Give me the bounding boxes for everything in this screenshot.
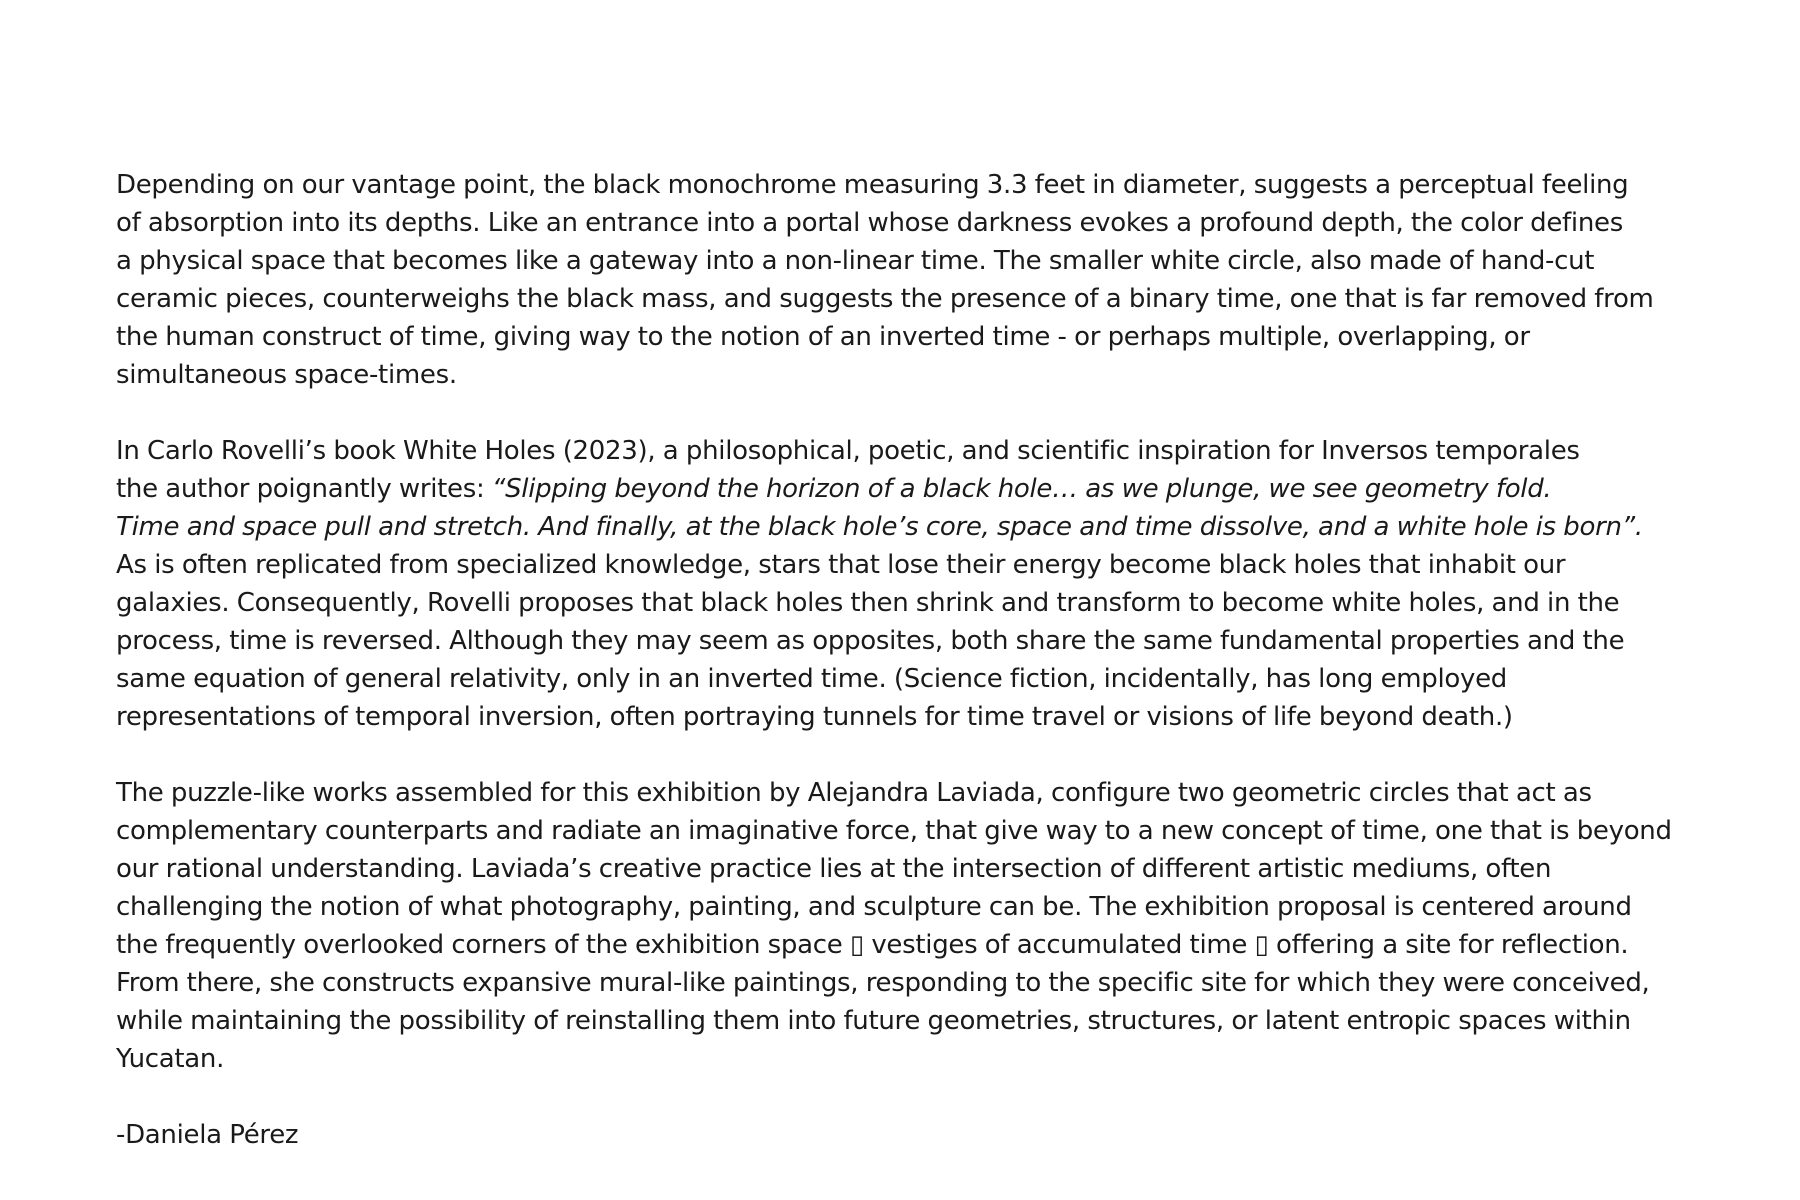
text-line: process, time is reversed. Although they may seem as opposites, both share the same fundamental properties and the xyxy=(116,626,1625,656)
text-line-with-quote xyxy=(116,470,1716,508)
paragraph-1 xyxy=(116,166,1716,394)
rovelli-quote-start: “Slipping beyond the horizon of a black hole… as we plunge, we see geometry fold. xyxy=(491,474,1552,504)
text-line: Depending on our vantage point, the black monochrome measuring 3.3 feet in diameter, suggests a perceptual feeling xyxy=(116,170,1629,200)
text-line: As is often replicated from specialized knowledge, stars that lose their energy become black holes that inhabit our xyxy=(116,550,1566,580)
text-line: Yucatan. xyxy=(116,1044,225,1074)
paragraph-3 xyxy=(116,774,1716,1078)
text-line: the frequently overlooked corners of the exhibition space ▯ vestiges of accumulated time ▯ offering a site for reflection. xyxy=(116,930,1629,960)
text-segment: the author poignantly writes: xyxy=(116,474,492,504)
text-line: of absorption into its depths. Like an entrance into a portal whose darkness evokes a profound depth, the color defines xyxy=(116,208,1623,238)
text-line: a physical space that becomes like a gateway into a non-linear time. The smaller white circle, also made of hand-cut xyxy=(116,246,1595,276)
text-line: complementary counterparts and radiate an imaginative force, that give way to a new concept of time, one that is beyond xyxy=(116,816,1672,846)
text-line: challenging the notion of what photography, painting, and sculpture can be. The exhibition proposal is centered around xyxy=(116,892,1632,922)
text-line: ceramic pieces, counterweighs the black mass, and suggests the presence of a binary time, one that is far removed from xyxy=(116,284,1654,314)
text-line: galaxies. Consequently, Rovelli proposes that black holes then shrink and transform to become white holes, and in the xyxy=(116,588,1620,618)
text-line: From there, she constructs expansive mural-like paintings, responding to the specific site for which they were conceived, xyxy=(116,968,1650,998)
text-line: while maintaining the possibility of reinstalling them into future geometries, structures, or latent entropic spaces within xyxy=(116,1006,1631,1036)
curatorial-text xyxy=(116,166,1716,1154)
text-line: representations of temporal inversion, often portraying tunnels for time travel or visions of life beyond death.) xyxy=(116,702,1513,732)
text-line: same equation of general relativity, only in an inverted time. (Science fiction, incidentally, has long employed xyxy=(116,664,1508,694)
text-line: The puzzle-like works assembled for this exhibition by Alejandra Laviada, configure two geometric circles that act as xyxy=(116,778,1592,808)
text-line: simultaneous space-times. xyxy=(116,360,457,390)
text-line: the human construct of time, giving way to the notion of an inverted time - or perhaps multiple, overlapping, or xyxy=(116,322,1530,352)
author-signature: -Daniela Pérez xyxy=(116,1120,299,1150)
text-line: our rational understanding. Laviada’s creative practice lies at the intersection of different artistic mediums, often xyxy=(116,854,1552,884)
rovelli-quote-end: Time and space pull and stretch. And finally, at the black hole’s core, space and time dissolve, and a white hole is born”. xyxy=(116,512,1643,542)
paragraph-2 xyxy=(116,432,1716,736)
text-line: In Carlo Rovelli’s book White Holes (2023), a philosophical, poetic, and scientific inspiration for Inversos temporales xyxy=(116,436,1580,466)
